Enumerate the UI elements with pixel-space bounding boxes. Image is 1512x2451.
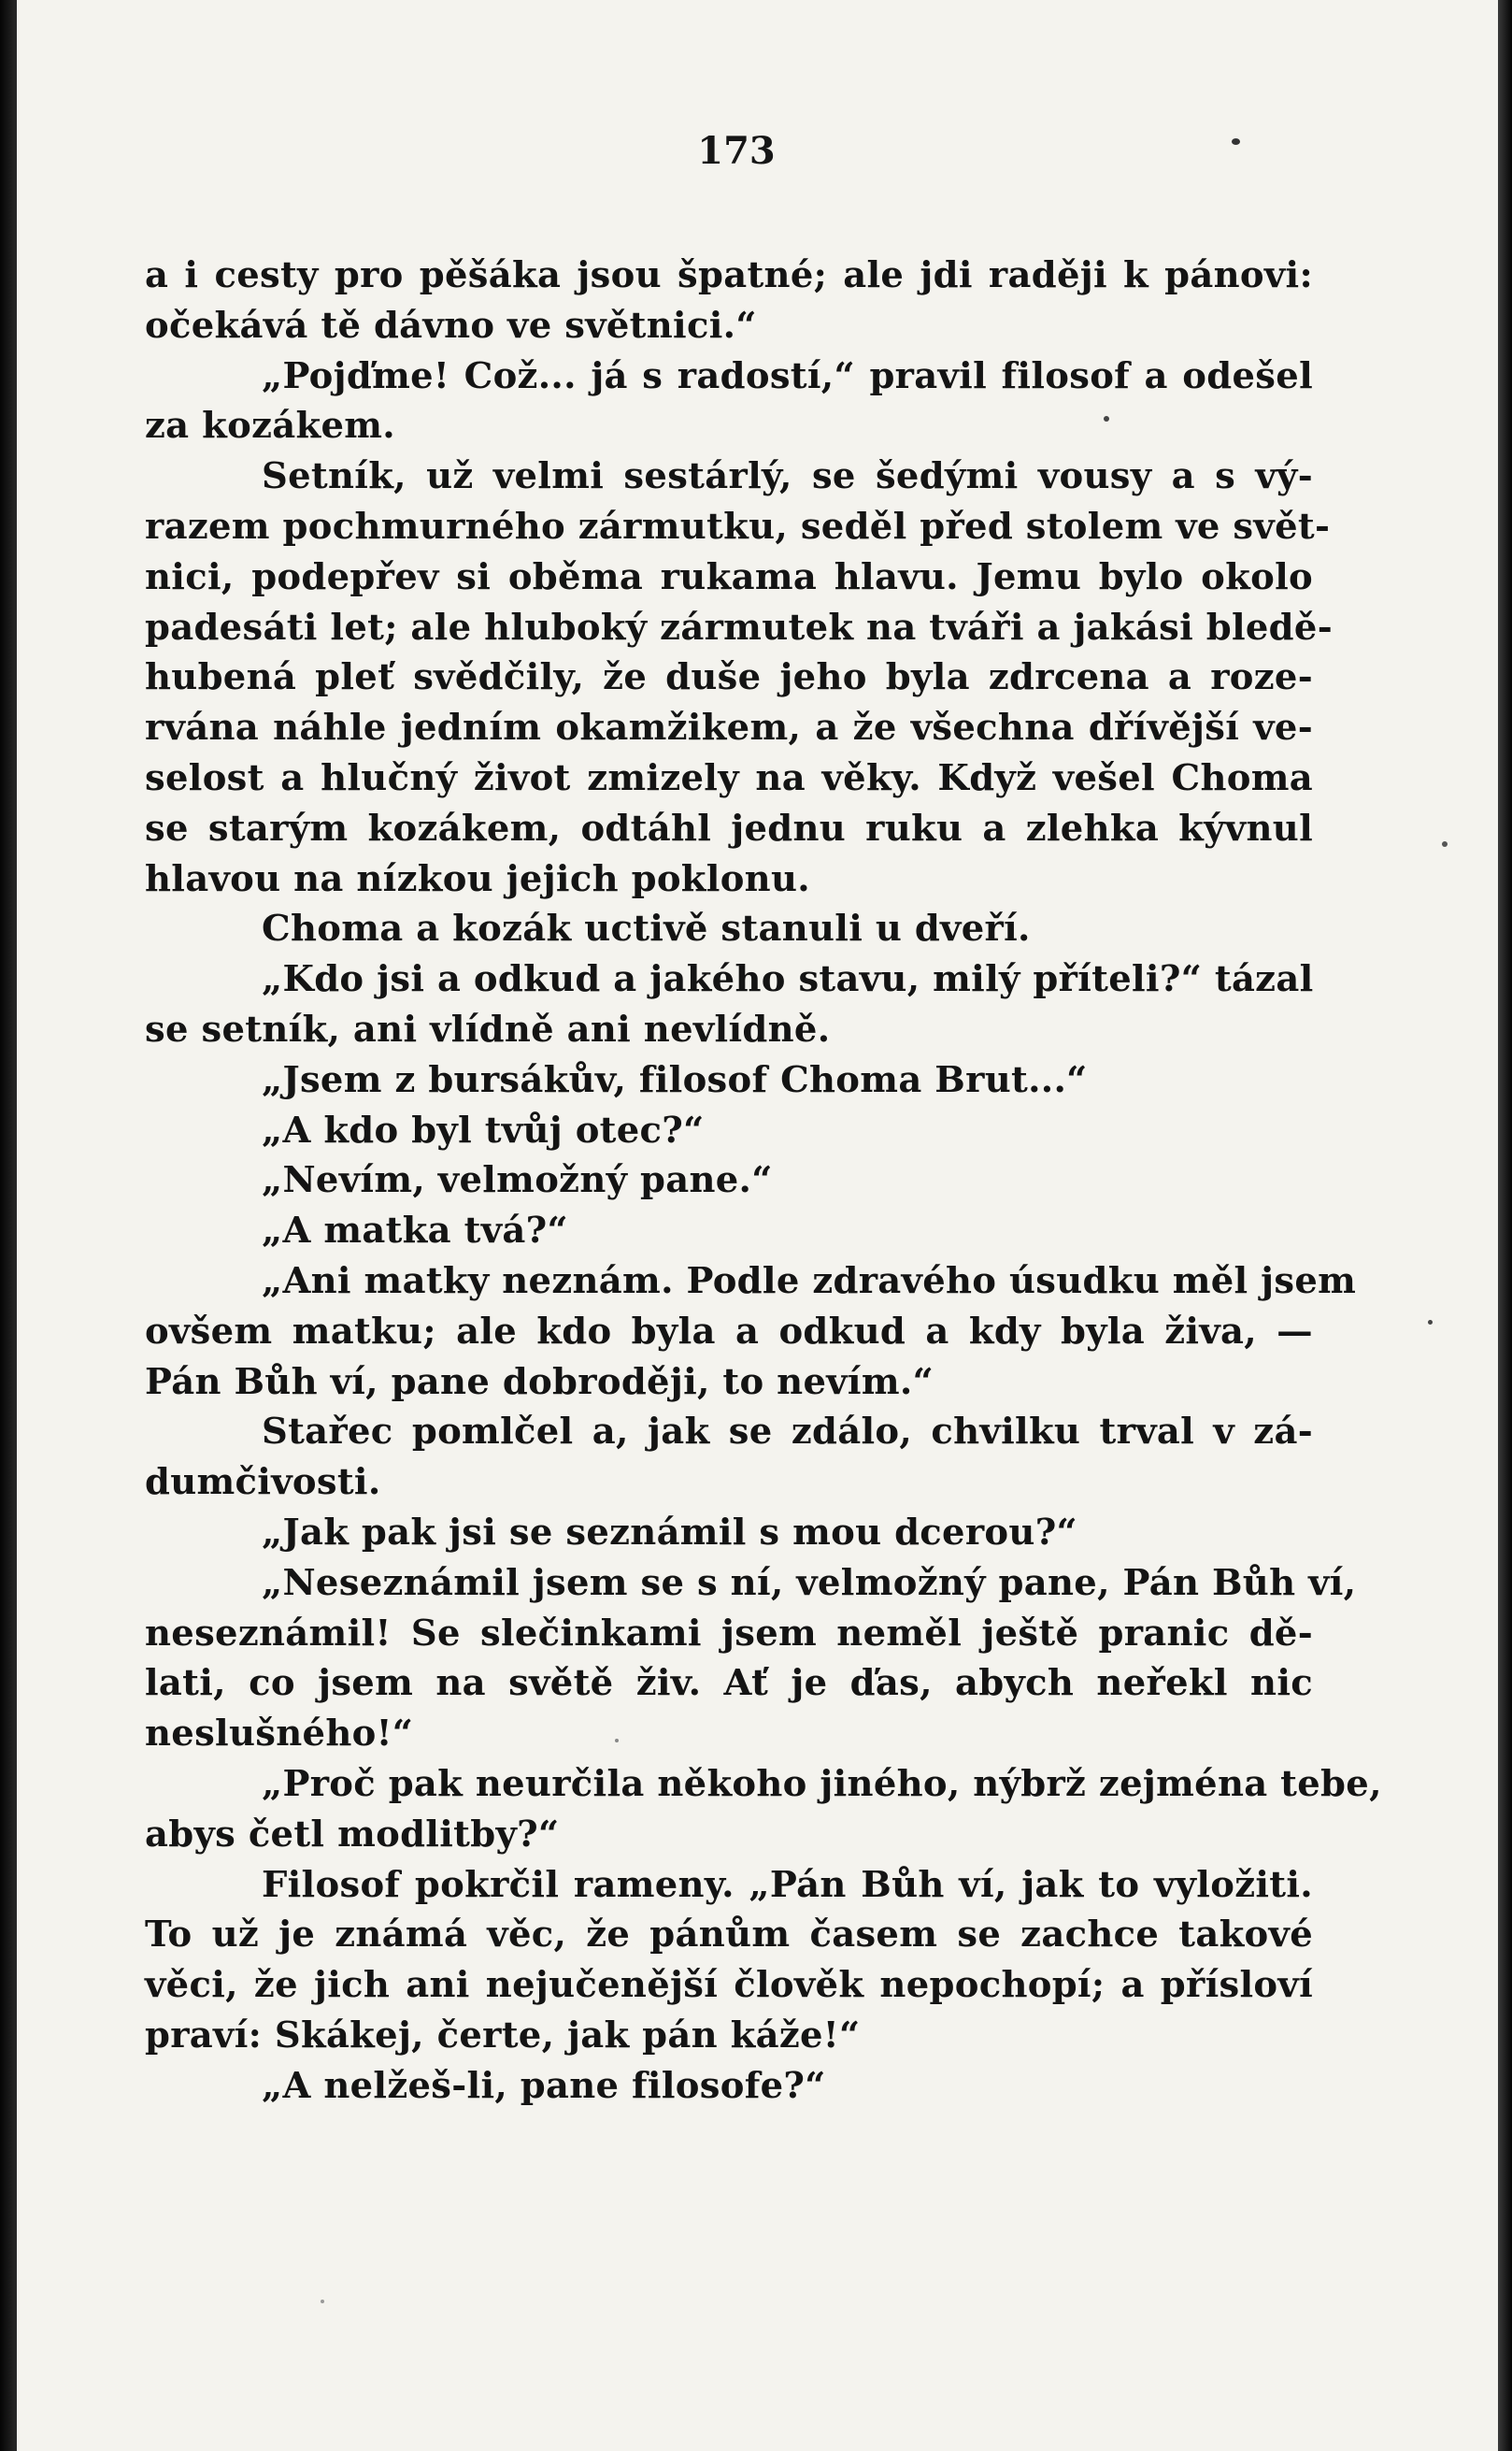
body-text — [145, 251, 1382, 2111]
text-line: a i cesty pro pěšáka jsou špatné; ale jdi raději k pánovi: — [145, 254, 1313, 296]
text-line: abys četl modlitby?“ — [145, 1813, 560, 1856]
paper-speck — [1104, 416, 1109, 422]
text-line: dumčivosti. — [145, 1461, 381, 1504]
paper-speck — [1428, 1320, 1433, 1325]
text-line: Choma a kozák uctivě stanuli u dveří. — [262, 908, 1031, 951]
text-line: rvána náhle jedním okamžikem, a že všechna dřívější ve- — [145, 707, 1313, 750]
text-line: To už je známá věc, že pánům časem se zachce takové — [145, 1914, 1313, 1956]
paper-speck — [321, 2300, 324, 2303]
text-line: „Proč pak neurčila někoho jiného, nýbrž zejména tebe, — [262, 1762, 1382, 1805]
text-line: Stařec pomlčel a, jak se zdálo, chvilku trval v zá- — [262, 1411, 1313, 1454]
paper-speck — [1442, 841, 1448, 847]
text-line: „A nelžeš-li, pane filosofe?“ — [262, 2064, 826, 2107]
text-line: „Pojďme! Což... já s radostí,“ pravil filosof a odešel — [262, 354, 1313, 397]
text-line: „Ani matky neznám. Podle zdravého úsudku měl jsem — [262, 1259, 1357, 1302]
text-line: Filosof pokrčil rameny. „Pán Bůh ví, jak to vyložiti. — [262, 1863, 1313, 1906]
text-line: lati, co jsem na světě živ. Ať je ďas, abych neřekl nic — [145, 1662, 1313, 1705]
text-line: nici, podepřev si oběma rukama hlavu. Jemu bylo okolo — [145, 555, 1313, 598]
text-line: neslušného!“ — [145, 1713, 414, 1756]
paper-speck — [615, 1739, 619, 1742]
text-line: „A matka tvá?“ — [262, 1210, 568, 1253]
book-page — [17, 0, 1498, 2451]
scan-edge-left — [0, 0, 17, 2451]
text-line: „Nevím, velmožný pane.“ — [262, 1159, 773, 1202]
text-line: Setník, už velmi sestárlý, se šedými vousy a s vý- — [262, 455, 1313, 498]
text-line: „Jsem z bursákův, filosof Choma Brut...“ — [262, 1058, 1088, 1101]
page-number: 173 — [697, 129, 776, 173]
text-line: se starým kozákem, odtáhl jednu ruku a zlehka kývnul — [145, 807, 1313, 850]
text-line: hubená pleť svědčily, že duše jeho byla zdrcena a roze- — [145, 656, 1313, 699]
text-line: neseznámil! Se slečinkami jsem neměl ještě pranic dě- — [145, 1612, 1313, 1655]
text-line: „Jak pak jsi se seznámil s mou dcerou?“ — [262, 1511, 1078, 1554]
text-line: „Neseznámil jsem se s ní, velmožný pane, Pán Bůh ví, — [262, 1561, 1357, 1604]
text-line: padesáti let; ale hluboký zármutek na tváři a jakási bledě- — [145, 606, 1333, 649]
text-line: očekává tě dávno ve světnici.“ — [145, 304, 757, 347]
text-line: praví: Skákej, čerte, jak pán káže!“ — [145, 2014, 861, 2057]
text-line: selost a hlučný život zmizely na věky. Když vešel Choma — [145, 756, 1313, 799]
paper-speck — [1232, 138, 1240, 145]
text-line: ovšem matku; ale kdo byla a odkud a kdy byla živa, — — [145, 1310, 1313, 1353]
text-line: se setník, ani vlídně ani nevlídně. — [145, 1008, 831, 1051]
text-line: „Kdo jsi a odkud a jakého stavu, milý příteli?“ tázal — [262, 958, 1314, 1001]
text-line: za kozákem. — [145, 405, 395, 448]
text-line: razem pochmurného zármutku, seděl před stolem ve svět- — [145, 505, 1331, 548]
scan-edge-right — [1498, 0, 1512, 2451]
text-line: věci, že jich ani nejučenější člověk nepochopí; a přísloví — [145, 1964, 1313, 2007]
text-line: „A kdo byl tvůj otec?“ — [262, 1109, 705, 1152]
text-line: Pán Bůh ví, pane dobroději, to nevím.“ — [145, 1360, 934, 1403]
text-line: hlavou na nízkou jejich poklonu. — [145, 857, 810, 900]
